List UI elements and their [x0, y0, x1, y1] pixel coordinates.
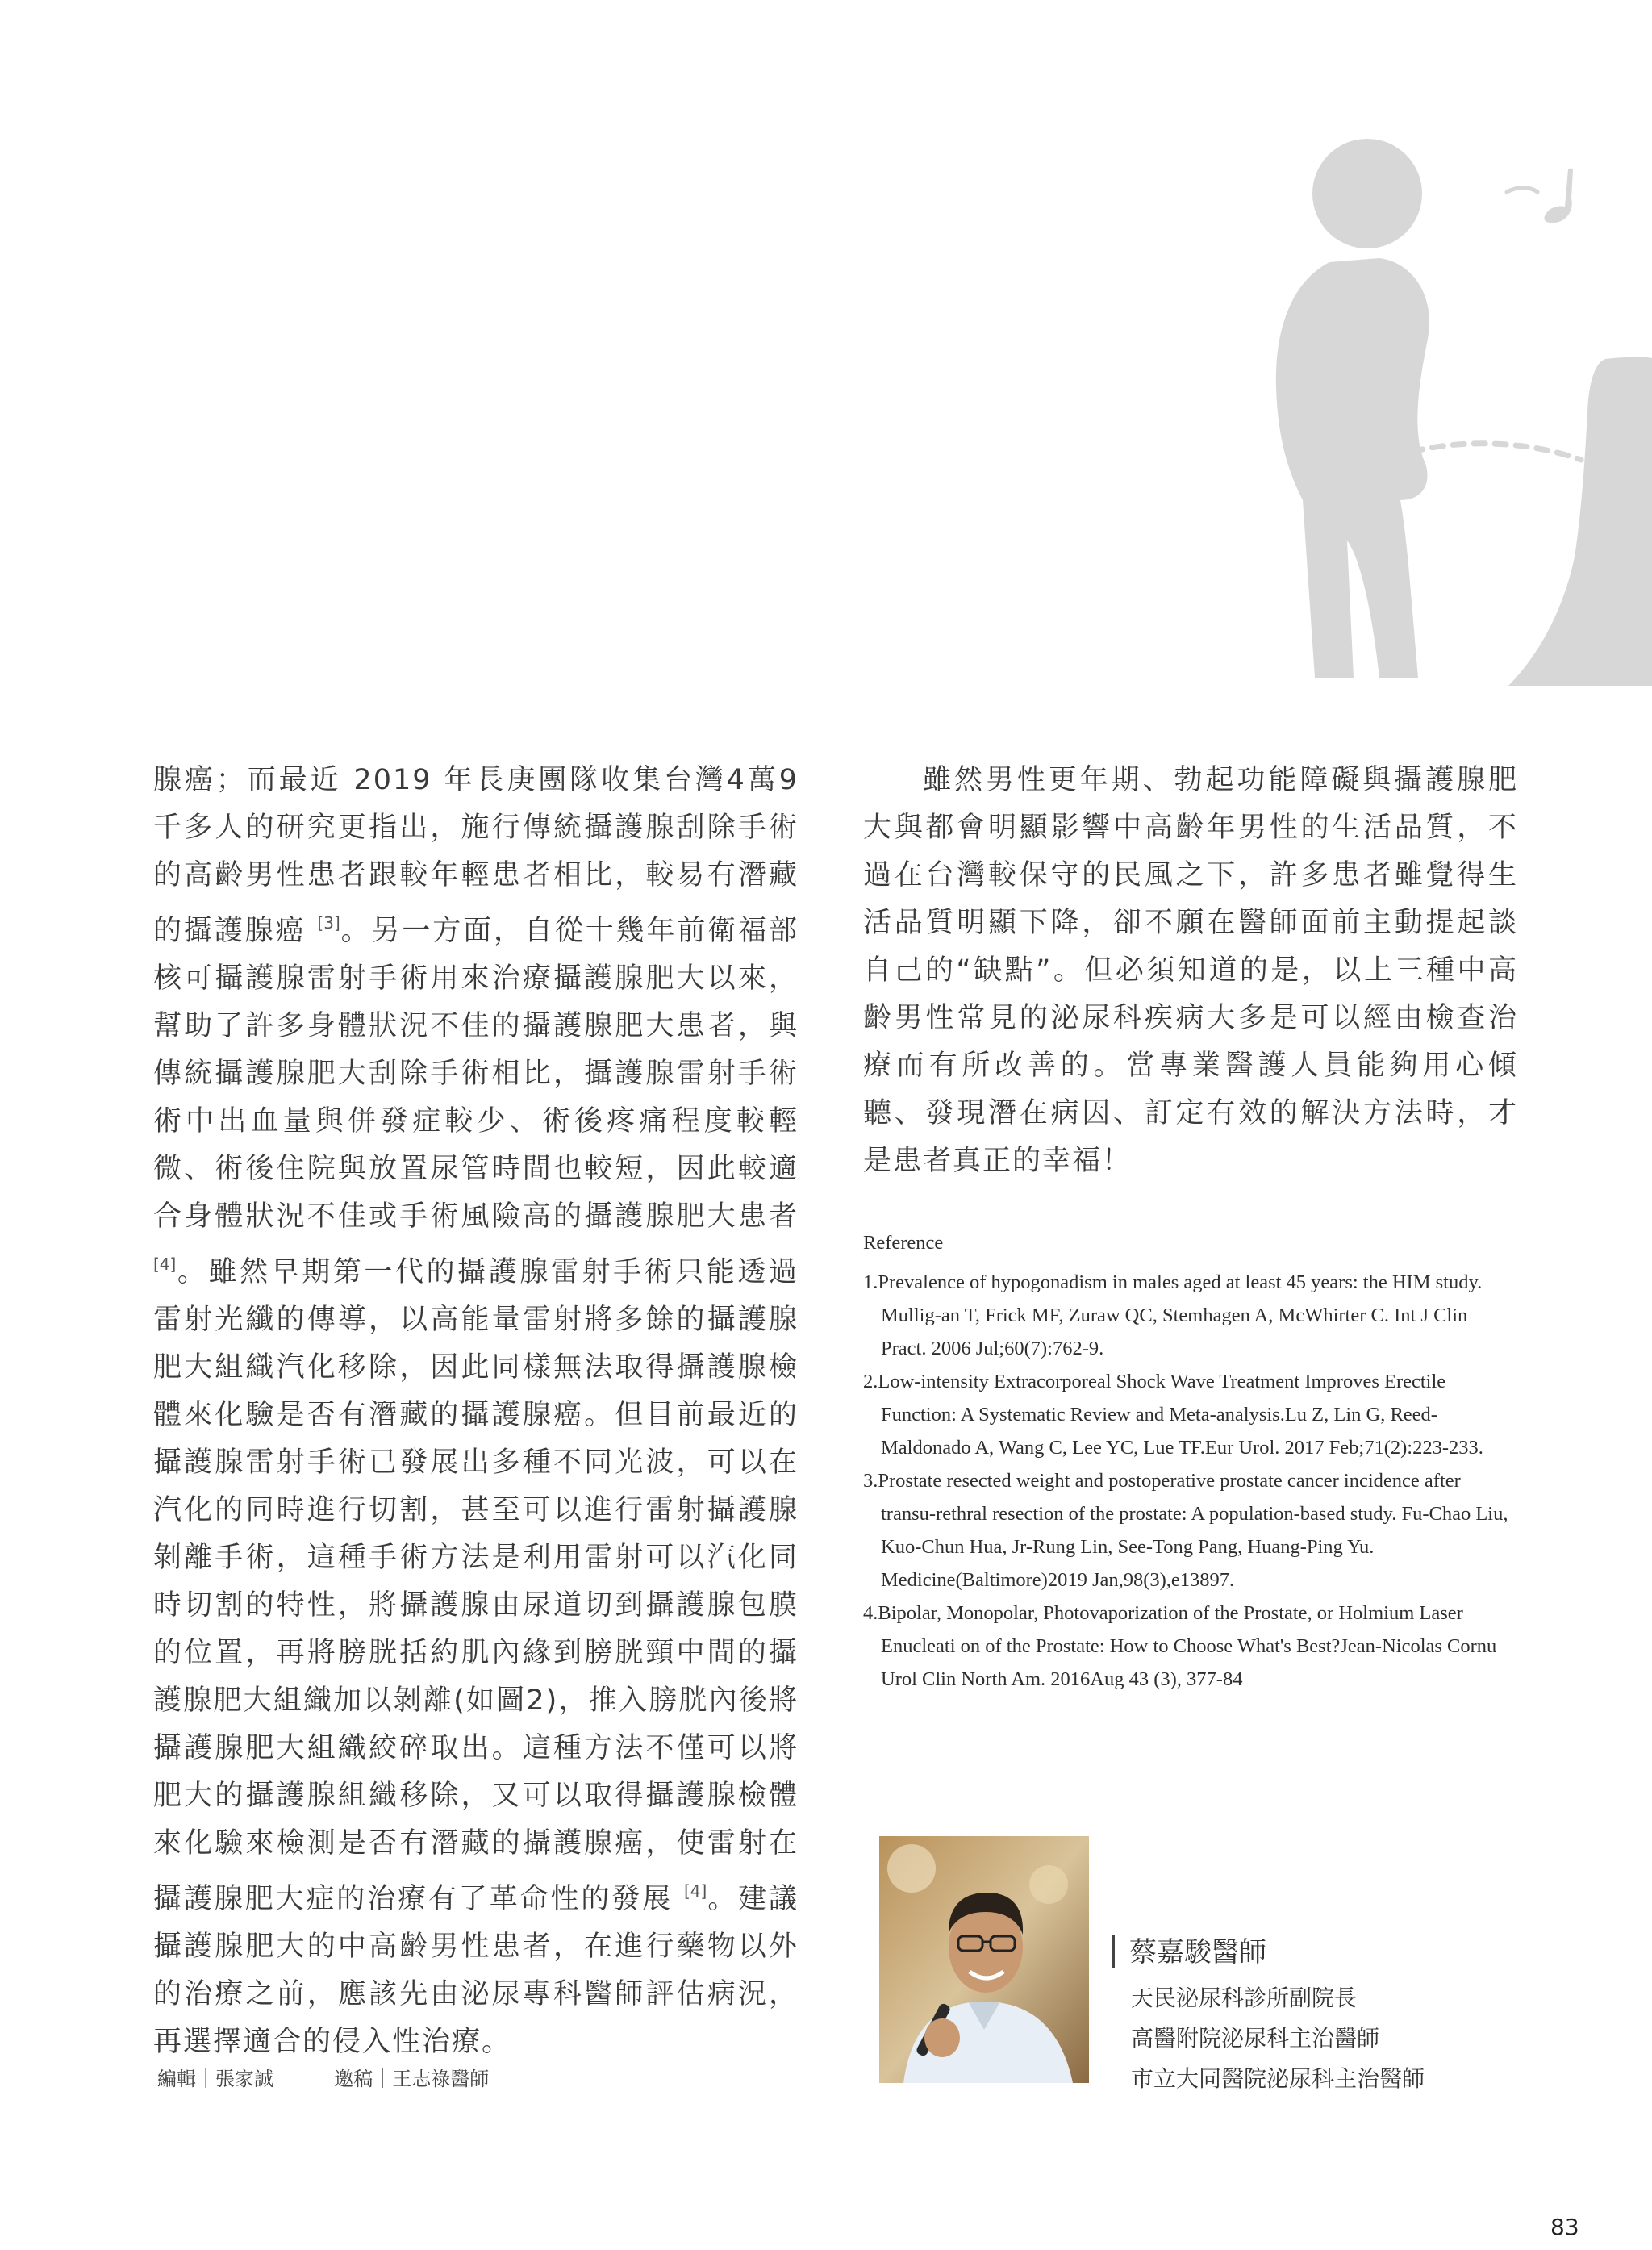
article-left-column — [153, 757, 799, 2066]
citation-marker: [4] — [683, 1881, 707, 1901]
citation-marker: [3] — [317, 913, 340, 933]
reference-list — [863, 1226, 1508, 1696]
author-divider — [1112, 1935, 1115, 1968]
author-title-line: 高醫附院泌尿科主治醫師 — [1131, 2025, 1380, 2052]
citation-marker: [4] — [153, 1254, 177, 1274]
author-photo — [879, 1836, 1089, 2083]
article-body-paragraph: 腺癌；而最近 2019 年長庚團隊收集台灣4萬9千多人的研究更指出，施行傳統攝護腺刮除手術的高齡男性患者跟較年輕患者相比，較易有潛藏的攝護腺癌 [3]。另一方面，自從十幾年前衛福部核可攝護腺雷射手術用來治療攝護腺肥大以來，幫助了許多身體狀況不佳的攝護腺肥大患者，與傳統攝護腺肥大刮除手術相比，攝護腺雷射手術術中出血量與併發症較少、術後疼痛程度較輕微、術後住院與放置尿管時間也較短，因此較適合身體狀況不佳或手術風險高的攝護腺肥大患者 [4]。雖然早期第一代的攝護腺雷射手術只能透過雷射光纖的傳導，以高能量雷射將多餘的攝護腺肥大組織汽化移除，因此同樣無法取得攝護腺檢體來化驗是否有潛藏的攝護腺癌。但目前最近的攝護腺雷射手術已發展出多種不同光波，可以在汽化的同時進行切割，甚至可以進行雷射攝護腺剝離手術，這種手術方法是利用雷射可以汽化同時切割的特性，將攝護腺由尿道切到攝護腺包膜的位置，再將膀胱括約肌內緣到膀胱頸中間的攝護腺肥大組織加以剝離(如圖2)，推入膀胱內後將攝護腺肥大組織絞碎取出。這種方法不僅可以將肥大的攝護腺組織移除，又可以取得攝護腺檢體來化驗來檢測是否有潛藏的攝護腺癌，使雷射在攝護腺肥大症的治療有了革命性的發展 [4]。建議攝護腺肥大的中高齡男性患者，在進行藥物以外的治療之前，應該先由泌尿專科醫師評估病況，再選擇適合的侵入性治療。 — [153, 764, 799, 2058]
reference-item: 4.Bipolar, Monopolar, Photovaporization of the Prostate, or Holmium Laser Enucleati on of the Prostate: How to Choose What's Best?Jean-Nicolas Cornu Urol Clin North Am. 2016Aug 43 (3), 377-84 — [863, 1602, 1497, 1690]
reference-item: 3.Prostate resected weight and postoperative prostate cancer incidence after transu-rethral resection of the prostate: A population-based study. Fu-Chao Liu, Kuo-Chun Hua, Jr-Rung Lin, See-Tong Pang, Huang-Ping Yu. Medicine(Baltimore)2019 Jan,98(3),e13897. — [863, 1470, 1508, 1591]
conclusion-paragraph: 雖然男性更年期、勃起功能障礙與攝護腺肥大與都會明顯影響中高齡年男性的生活品質，不過在台灣較保守的民風之下，許多患者雖覺得生活品質明顯下降，卻不願在醫師面前主動提起談自己的“缺點”。但必須知道的是，以上三種中高齡男性常見的泌尿科疾病大多是可以經由檢查治療而有所改善的。當專業醫護人員能夠用心傾聽、發現潛在病因、訂定有效的解決方法時，才是患者真正的幸福！ — [863, 764, 1518, 1177]
article-right-column — [863, 757, 1518, 1185]
page-number: 83 — [1550, 2214, 1579, 2240]
reference-item: 1.Prevalence of hypogonadism in males aged at least 45 years: the HIM study. Mullig-an T, Frick MF, Zuraw QC, Stemhagen A, McWhirter C. Int J Clin Pract. 2006 Jul;60(7):762-9. — [863, 1271, 1483, 1359]
author-title-line: 市立大同醫院泌尿科主治醫師 — [1131, 2065, 1425, 2092]
invited-credit: 邀稿｜王志祿醫師 — [334, 2068, 490, 2090]
credits-line — [157, 2063, 489, 2091]
author-title-line: 天民泌尿科診所副院長 — [1131, 1985, 1358, 2011]
author-name: 蔡嘉駿醫師 — [1129, 1936, 1266, 1968]
reference-heading: Reference — [863, 1232, 944, 1254]
author-titles — [1131, 1978, 1425, 2099]
urinal-pictogram-illustration — [1258, 121, 1652, 686]
editor-credit: 編輯｜張家誠 — [157, 2068, 273, 2090]
reference-item: 2.Low-intensity Extracorporeal Shock Wave Treatment Improves Erectile Function: A Systematic Review and Meta-analysis.Lu Z, Lin G, Reed-Maldonado A, Wang C, Lee YC, Lue TF.Eur Urol. 2017 Feb;71(2):223-233. — [863, 1371, 1483, 1459]
